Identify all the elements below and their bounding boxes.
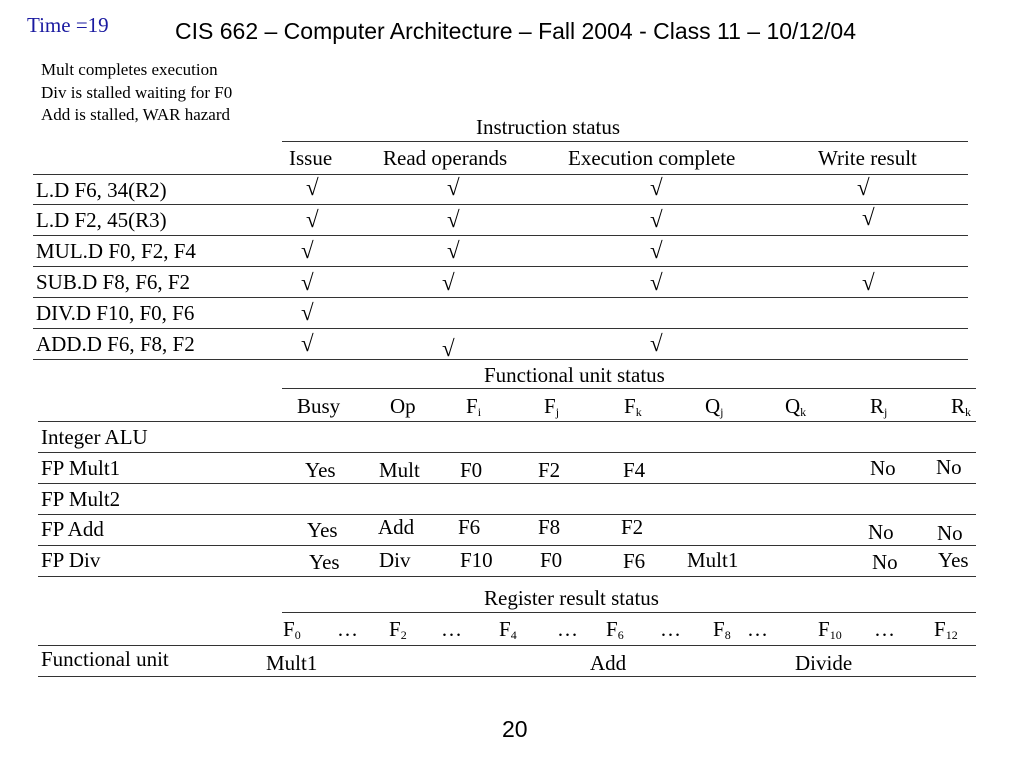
- reg-ellipsis: …: [747, 617, 768, 641]
- register-result-status-title: Register result status: [484, 586, 659, 610]
- divider: [33, 328, 968, 329]
- divider: [38, 483, 976, 484]
- unit-fj: F0: [540, 548, 563, 572]
- reg-base: F: [934, 617, 946, 641]
- col-fi-sub: i: [477, 405, 482, 419]
- issue-check: √: [301, 331, 314, 356]
- reg-base: F: [713, 617, 725, 641]
- page-number: 20: [502, 716, 528, 742]
- write-check: √: [862, 270, 875, 295]
- reg-f0-value: Mult1: [266, 651, 318, 675]
- col-fj-base: F: [544, 394, 556, 418]
- time-label: Time =19: [27, 13, 109, 37]
- issue-check: √: [301, 270, 314, 295]
- reg-sub: 2: [400, 628, 407, 642]
- unit-qj: Mult1: [687, 548, 739, 572]
- note-3: Add is stalled, WAR hazard: [41, 105, 231, 124]
- col-rk-base: R: [951, 394, 966, 418]
- col-fk-base: F: [624, 394, 636, 418]
- reg-ellipsis: …: [660, 617, 681, 641]
- read-check: √: [447, 238, 460, 263]
- exec-check: √: [650, 207, 663, 232]
- reg-f4: [499, 617, 517, 643]
- unit-rk: No: [937, 521, 963, 545]
- col-fj: [544, 394, 559, 420]
- divider: [282, 388, 976, 389]
- unit-name: FP Div: [41, 548, 101, 572]
- divider: [282, 612, 976, 613]
- issue-check: √: [306, 175, 319, 200]
- unit-name: FP Add: [41, 517, 104, 541]
- unit-rj: No: [868, 520, 894, 544]
- divider: [33, 174, 968, 175]
- col-fi: [466, 394, 481, 420]
- instruction-label: DIV.D F10, F0, F6: [36, 301, 195, 325]
- unit-busy: Yes: [307, 518, 338, 542]
- reg-base: F: [499, 617, 511, 641]
- divider: [33, 235, 968, 236]
- col-busy: Busy: [297, 394, 341, 418]
- unit-rj: No: [872, 550, 898, 574]
- unit-rj: No: [870, 456, 896, 480]
- divider: [33, 204, 968, 205]
- reg-f6-value: Add: [590, 651, 627, 675]
- issue-check: √: [301, 238, 314, 263]
- divider: [38, 676, 976, 677]
- read-check: √: [442, 336, 455, 361]
- unit-op: Div: [379, 548, 411, 572]
- reg-ellipsis: …: [441, 617, 462, 641]
- reg-base: F: [389, 617, 401, 641]
- note-1: Mult completes execution: [41, 60, 218, 79]
- col-qk-base: Q: [785, 394, 801, 418]
- reg-sub: 0: [294, 628, 301, 642]
- reg-f10: [818, 617, 842, 643]
- write-check: √: [857, 175, 870, 200]
- instruction-label: ADD.D F6, F8, F2: [36, 332, 195, 356]
- unit-op: Add: [378, 515, 415, 539]
- functional-unit-row-label: Functional unit: [41, 647, 169, 671]
- reg-sub: 8: [724, 628, 731, 642]
- col-qj-base: Q: [705, 394, 721, 418]
- reg-f8: [713, 617, 731, 643]
- unit-name: Integer ALU: [41, 425, 148, 449]
- col-write-result: Write result: [818, 146, 917, 170]
- reg-base: F: [818, 617, 830, 641]
- col-fi-base: F: [466, 394, 478, 418]
- divider: [38, 421, 976, 422]
- reg-f0: [283, 617, 301, 643]
- col-qj: [705, 394, 724, 420]
- col-rj-base: R: [870, 394, 885, 418]
- read-check: √: [447, 175, 460, 200]
- reg-base: F: [606, 617, 618, 641]
- unit-busy: Yes: [309, 550, 340, 574]
- col-fk-sub: k: [635, 405, 642, 419]
- unit-name: FP Mult2: [41, 487, 121, 511]
- col-rj: [870, 394, 887, 420]
- issue-check: √: [306, 207, 319, 232]
- unit-rk: Yes: [938, 548, 969, 572]
- exec-check: √: [650, 175, 663, 200]
- col-read-operands: Read operands: [383, 146, 508, 170]
- col-issue: Issue: [289, 146, 333, 170]
- instruction-label: L.D F6, 34(R2): [36, 178, 167, 202]
- divider: [33, 359, 968, 360]
- col-op: Op: [390, 394, 416, 418]
- reg-sub: 6: [617, 628, 624, 642]
- col-qk-sub: k: [800, 405, 807, 419]
- divider: [38, 452, 976, 453]
- reg-ellipsis: …: [557, 617, 578, 641]
- exec-check: √: [650, 270, 663, 295]
- reg-f6: [606, 617, 624, 643]
- reg-base: F: [283, 617, 295, 641]
- unit-fj: F8: [538, 515, 561, 539]
- reg-sub: 12: [945, 628, 958, 642]
- instruction-status-title: Instruction status: [476, 115, 621, 139]
- slide-title: CIS 662 – Computer Architecture – Fall 2004 - Class 11 – 10/12/04: [175, 18, 857, 44]
- instruction-label: L.D F2, 45(R3): [36, 208, 167, 232]
- read-check: √: [442, 270, 455, 295]
- unit-fi: F10: [460, 548, 493, 572]
- reg-f2: [389, 617, 407, 643]
- instruction-label: SUB.D F8, F6, F2: [36, 270, 191, 294]
- read-check: √: [447, 207, 460, 232]
- col-rj-sub: j: [884, 405, 888, 419]
- col-fk: [624, 394, 642, 420]
- unit-name: FP Mult1: [41, 456, 121, 480]
- unit-fi: F6: [458, 515, 481, 539]
- divider: [38, 545, 976, 546]
- unit-fk: F4: [623, 458, 646, 482]
- col-rk-sub: k: [965, 405, 972, 419]
- unit-busy: Yes: [305, 458, 336, 482]
- reg-sub: 10: [829, 628, 842, 642]
- unit-fk: F2: [621, 515, 644, 539]
- issue-check: √: [301, 300, 314, 325]
- col-execution-complete: Execution complete: [568, 146, 736, 170]
- reg-ellipsis: …: [337, 617, 358, 641]
- divider: [38, 645, 976, 646]
- reg-f10-value: Divide: [795, 651, 853, 675]
- col-fj-sub: j: [555, 405, 560, 419]
- exec-check: √: [650, 238, 663, 263]
- instruction-label: MUL.D F0, F2, F4: [36, 239, 196, 263]
- unit-op: Mult: [379, 458, 420, 482]
- write-check: √: [862, 205, 875, 230]
- unit-fj: F2: [538, 458, 561, 482]
- functional-unit-status-title: Functional unit status: [484, 363, 665, 387]
- divider: [282, 141, 968, 142]
- note-2: Div is stalled waiting for F0: [41, 83, 233, 102]
- col-qj-sub: j: [720, 405, 724, 419]
- reg-sub: 4: [510, 628, 517, 642]
- reg-f12: [934, 617, 958, 643]
- unit-rk: No: [936, 455, 962, 479]
- unit-fk: F6: [623, 549, 646, 573]
- divider: [38, 514, 976, 515]
- divider: [38, 576, 976, 577]
- unit-fi: F0: [460, 458, 483, 482]
- reg-ellipsis: …: [874, 617, 895, 641]
- divider: [33, 297, 968, 298]
- divider: [33, 266, 968, 267]
- col-qk: [785, 394, 806, 420]
- exec-check: √: [650, 331, 663, 356]
- col-rk: [951, 394, 971, 420]
